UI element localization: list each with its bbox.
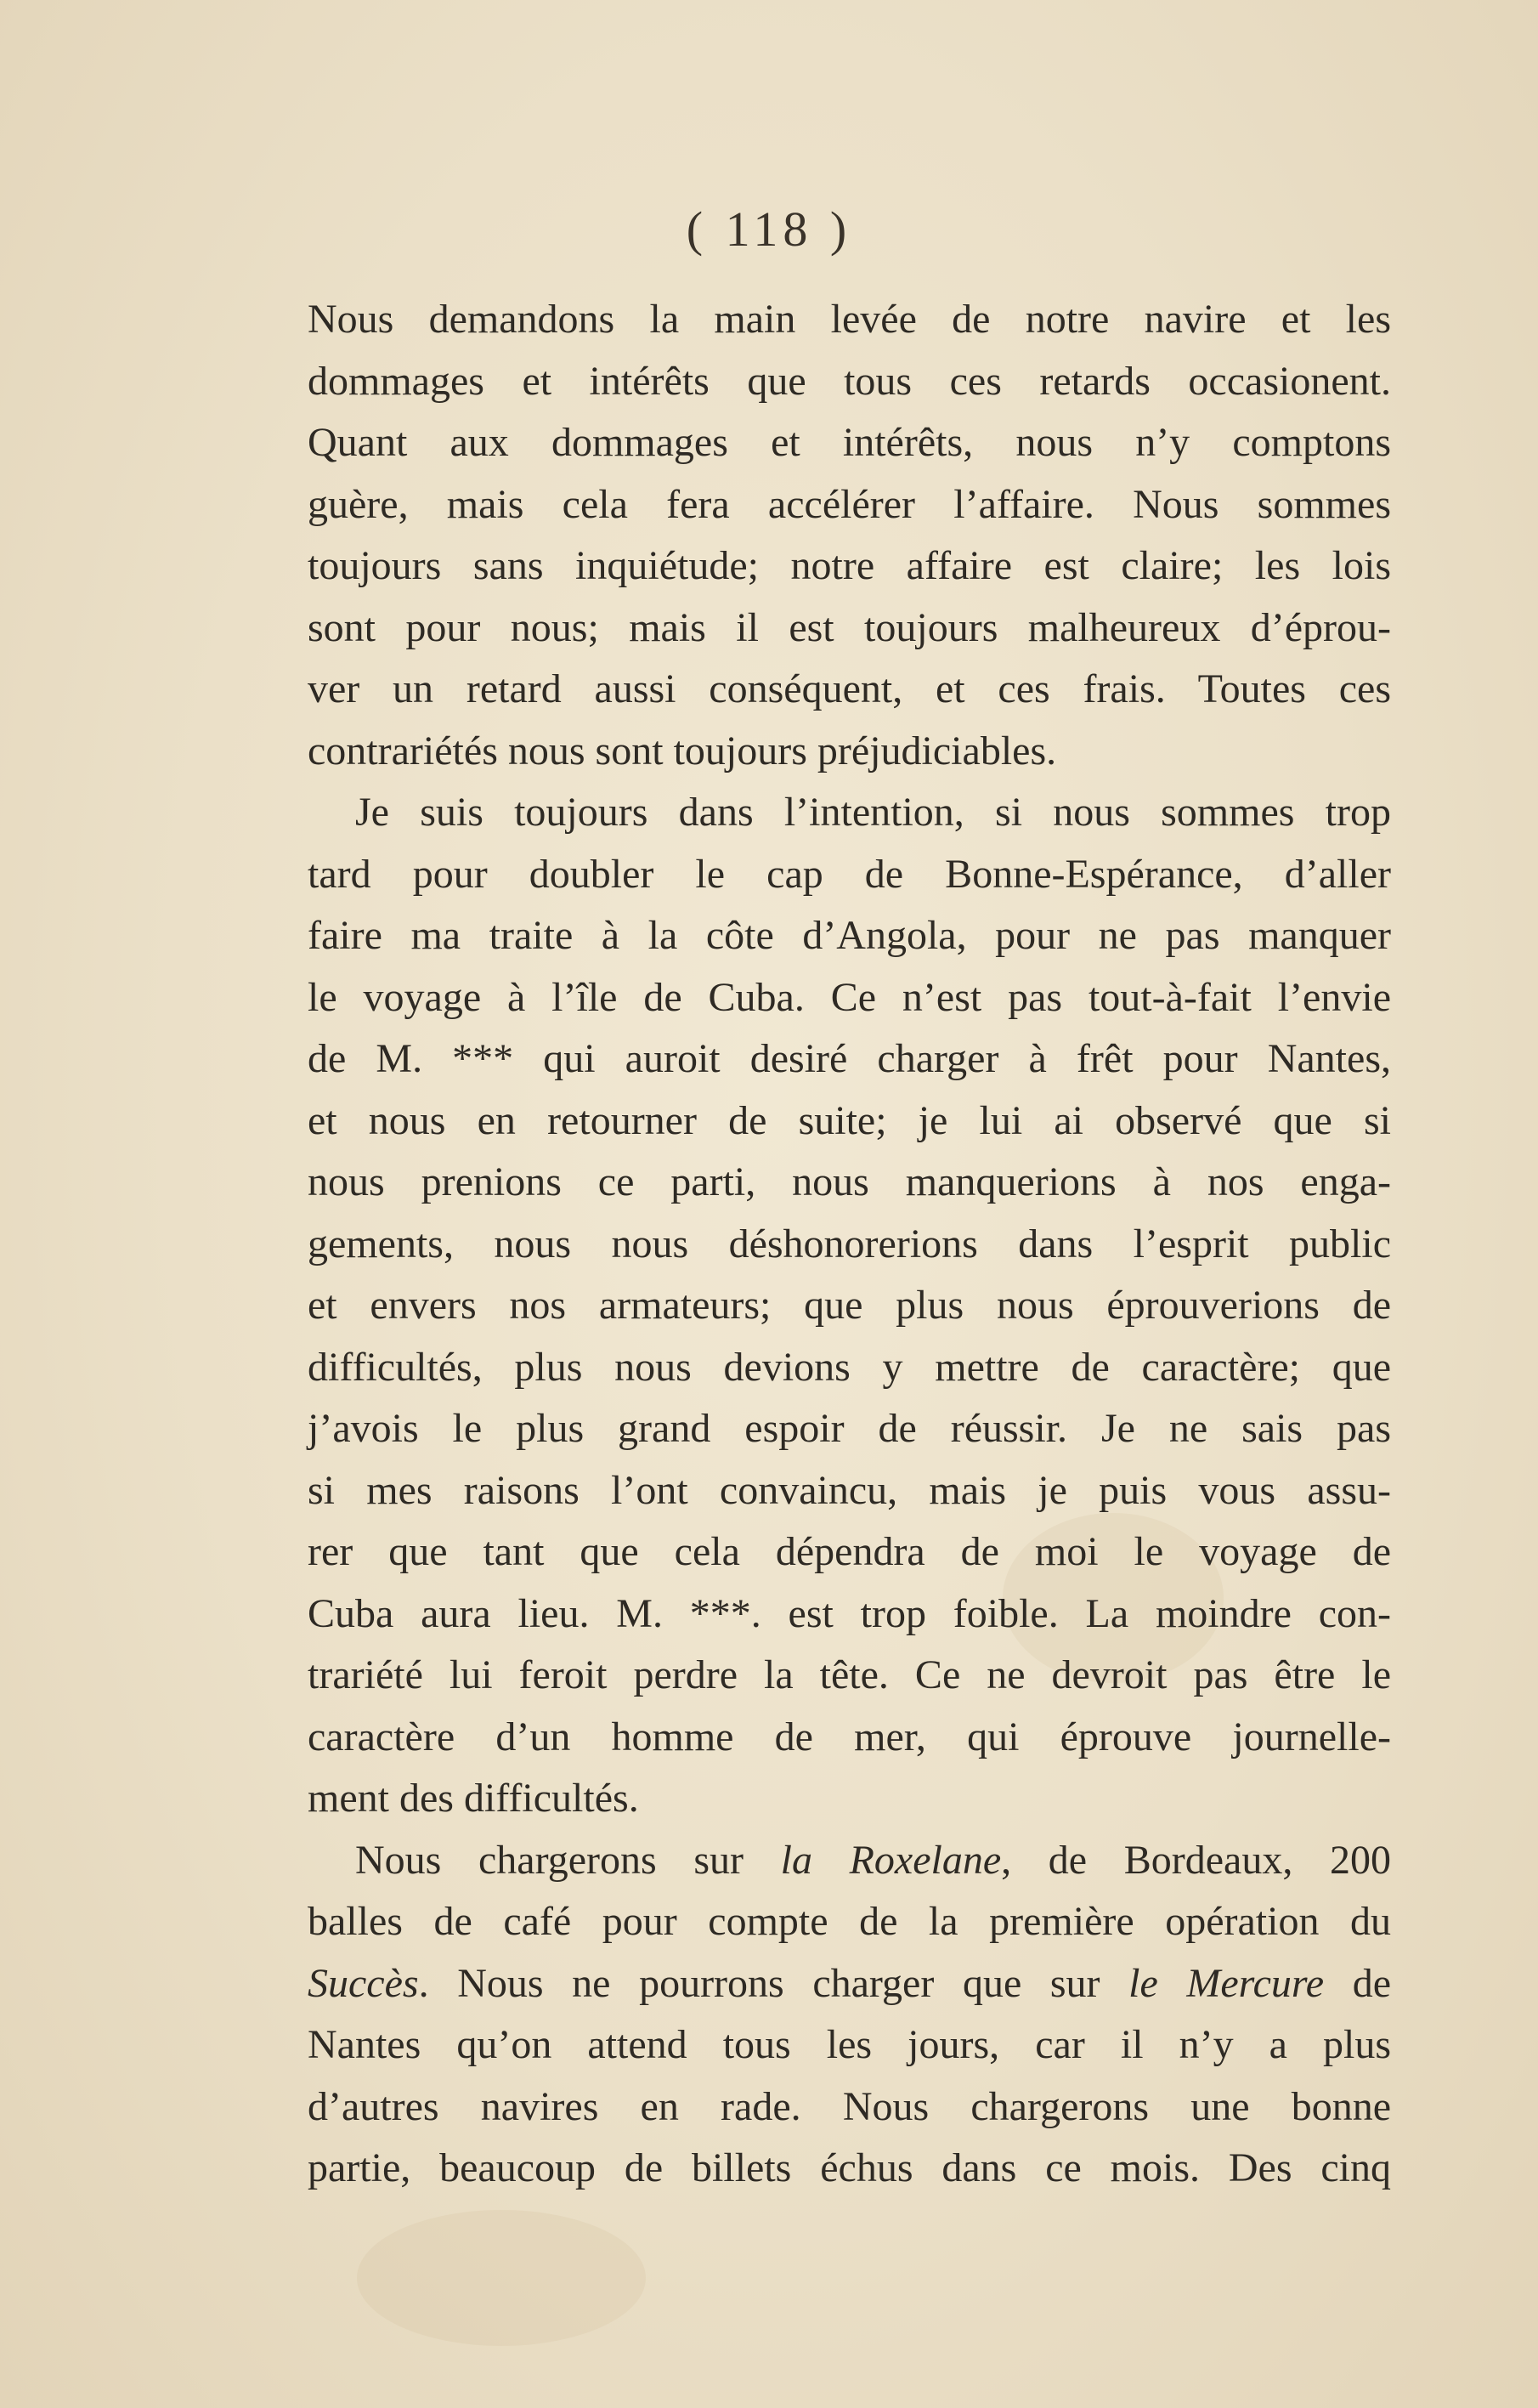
- ship-name-mercure: le Mercure: [1128, 1960, 1325, 2006]
- body-text: [308, 289, 1391, 2200]
- text-line: et nous en retourner de suite; je lui ai observé que si: [308, 1097, 1391, 1143]
- text-line: tard pour doubler le cap de Bonne-Espérance, d’aller: [308, 851, 1391, 897]
- text-line: difficultés, plus nous devions y mettre de caractère; que: [308, 1344, 1391, 1390]
- text-line: ver un retard aussi conséquent, et ces frais. Toutes ces: [308, 666, 1391, 711]
- text-line: de M. *** qui auroit desiré charger à frêt pour Nantes,: [308, 1036, 1391, 1081]
- text-line: partie, beaucoup de billets échus dans ce mois. Des cinq: [308, 2145, 1391, 2190]
- text-line: contrariétés nous sont toujours préjudiciables.: [308, 728, 1057, 773]
- ship-name-roxelane: la Roxelane: [780, 1837, 1002, 1883]
- text-line: et envers nos armateurs; que plus nous éprouverions de: [308, 1283, 1391, 1328]
- text-line: rer que tant que cela dépendra de moi le voyage de: [308, 1529, 1391, 1574]
- text-line: Quant aux dommages et intérêts, nous n’y comptons: [308, 420, 1391, 465]
- text-line: toujours sans inquiétude; notre affaire est claire; les lois: [308, 543, 1391, 588]
- page-number: ( 118 ): [686, 201, 852, 257]
- text-line: [308, 1830, 1391, 1892]
- text-line: Nantes qu’on attend tous les jours, car il n’y a plus: [308, 2022, 1391, 2067]
- text-segment: de: [1324, 1960, 1392, 2006]
- text-line: gements, nous nous déshonorerions dans l’esprit public: [308, 1221, 1391, 1266]
- text-line: Cuba aura lieu. M. ***. est trop foible. La moindre con-: [308, 1590, 1391, 1636]
- text-line: ment des difficultés.: [308, 1776, 639, 1821]
- text-line: nous prenions ce parti, nous manquerions à nos enga-: [308, 1159, 1391, 1204]
- text-line: faire ma traite à la côte d’Angola, pour ne pas manquer: [308, 913, 1391, 958]
- text-line: d’autres navires en rade. Nous chargerons une bonne: [308, 2083, 1391, 2129]
- text-line: trariété lui feroit perdre la tête. Ce ne devroit pas être le: [308, 1652, 1391, 1697]
- text-line: si mes raisons l’ont convaincu, mais je puis vous assu-: [308, 1467, 1391, 1513]
- text-line: [308, 1953, 1391, 2015]
- paper-stain: [357, 2210, 646, 2346]
- text-segment: . Nous ne pourrons charger que sur: [418, 1960, 1129, 2006]
- text-line: dommages et intérêts que tous ces retards occasionent.: [308, 358, 1391, 404]
- text-line: balles de café pour compte de la première opération du: [308, 1899, 1391, 1944]
- text-line: sont pour nous; mais il est toujours malheureux d’éprou-: [308, 604, 1391, 650]
- text-line: Je suis toujours dans l’intention, si nous sommes trop: [355, 790, 1391, 835]
- ship-name-succes: Succès: [308, 1960, 419, 2006]
- text-line: guère, mais cela fera accélérer l’affaire. Nous sommes: [308, 481, 1391, 527]
- text-segment: , de Bordeaux, 200: [1001, 1837, 1392, 1883]
- text-line: Nous demandons la main levée de notre navire et les: [308, 297, 1391, 342]
- text-line: caractère d’un homme de mer, qui éprouve journelle-: [308, 1714, 1391, 1759]
- text-line: j’avois le plus grand espoir de réussir. Je ne sais pas: [308, 1406, 1391, 1451]
- text-line: le voyage à l’île de Cuba. Ce n’est pas tout-à-fait l’envie: [308, 974, 1391, 1020]
- text-segment: Nous chargerons sur: [355, 1837, 781, 1883]
